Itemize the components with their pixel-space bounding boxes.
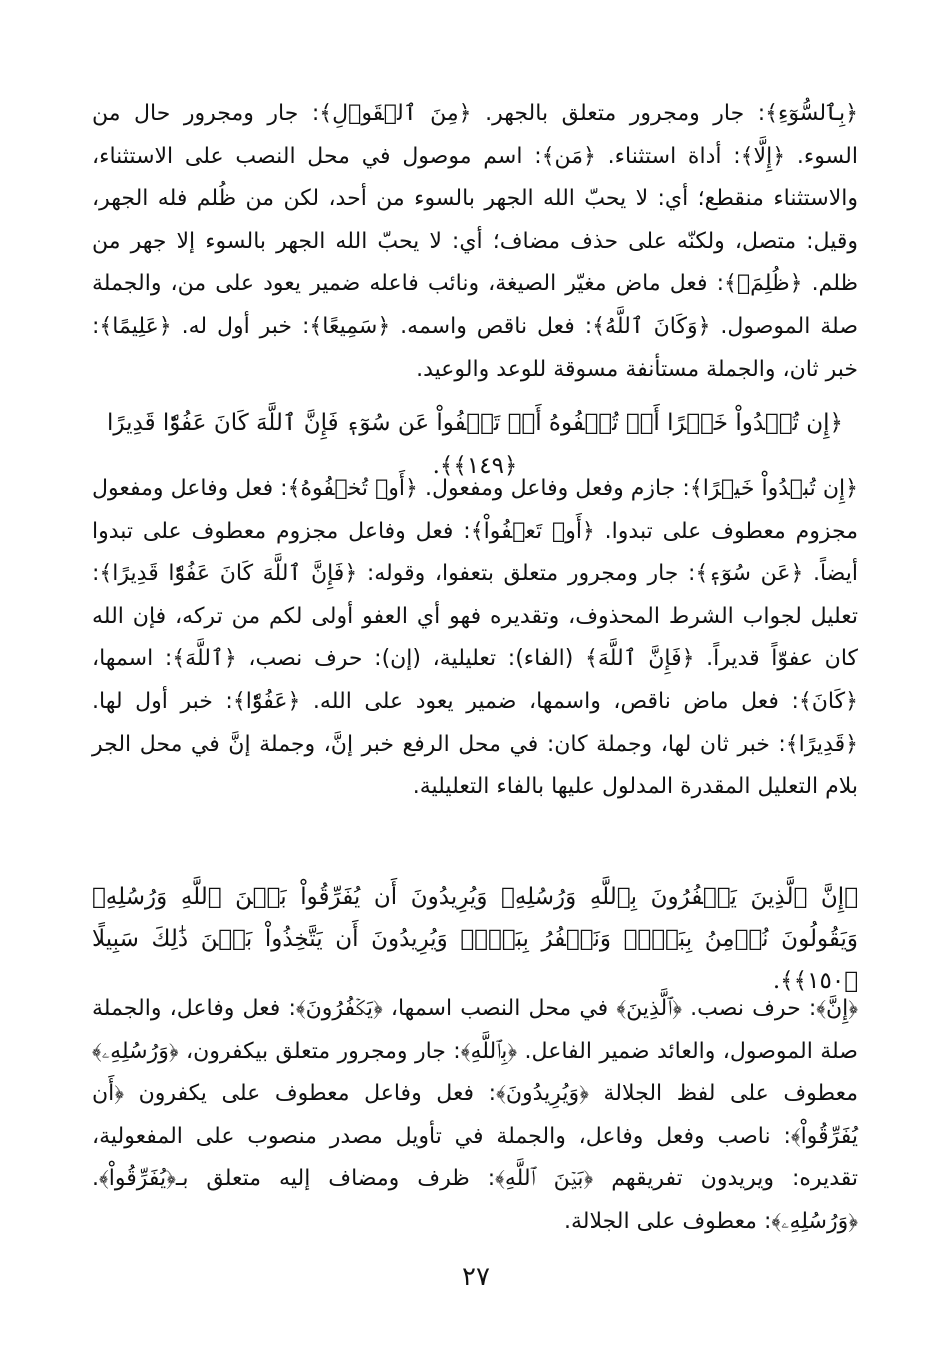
commentary-paragraph-2: ﴿إِن تُبۡدُواْ خَيۡرًا﴾: جازم وفعل وفاعل ومفعول. ﴿أَوۡ تُخۡفُوهُ﴾: فعل وفاعل ومفعول مجزوم معطوف على تبدوا. ﴿أَوۡ تَعۡفُواْ﴾: فعل وفاعل مجزوم معطوف على تبدوا أيضاً. ﴿عَن سُوٓءٖ﴾: جار ومجرور متعلق بتعفوا، وقوله: ﴿فَإِنَّ ٱللَّهَ كَانَ عَفُوّٗا قَدِيرًا﴾: تعليل لجواب الشرط المحذوف، وتقديره فهو أي العفو أولى لكم من تركه، فإن الله كان عفوّاً قديراً. ﴿فَإِنَّ ٱللَّهَ﴾ (الفاء): تعليلية، (إن): حرف نصب، ﴿ٱللَّهَ﴾: اسمها، ﴿كَانَ﴾: فعل ماض ناقص، واسمها، ضمير يعود على الله. ﴿عَفُوّٗا﴾: خبر أول لها. ﴿قَدِيرًا﴾: خبر ثان لها، وجملة كان: في محل الرفع خبر إنَّ، وجملة إنَّ في محل الجر بلام التعليل المقدرة المدلول عليها بالفاء التعليلية. [92,476,858,800]
commentary-paragraph-1: ﴿بِٱلسُّوٓءِ﴾: جار ومجرور متعلق بالجهر. ﴿مِنَ ٱلۡقَوۡلِ﴾: جار ومجرور حال من السوء. ﴿إِلَّا﴾: أداة استثناء. ﴿مَن﴾: اسم موصول في محل النصب على الاستثناء، والاستثناء منقطع؛ أي: لا يحبّ الله الجهر بالسوء من أحد، لكن من ظُلم فله الجهر، وقيل: متصل، ولكنّه على حذف مضاف؛ أي: لا يحبّ الله الجهر بالسوء إلا جهر من ظلم. ﴿ظُلِمَۚ﴾: فعل ماض مغيّر الصيغة، ونائب فاعله ضمير يعود على من، والجملة صلة الموصول. ﴿وَكَانَ ٱللَّهُ﴾: فعل ناقص واسمه. ﴿سَمِيعًا﴾: خبر أول له. ﴿عَلِيمًا﴾: خبر ثان، والجملة مستأنفة مسوقة للوعد والوعيد. [92,101,858,382]
commentary-paragraph-3: ﴿إِنَّ﴾: حرف نصب. ﴿ٱلَّذِينَ﴾ في محل النصب اسمها، ﴿يَكۡفُرُونَ﴾: فعل وفاعل، والجملة صلة الموصول، والعائد ضمير الفاعل. ﴿بِٱللَّهِ﴾: جار ومجرور متعلق بيكفرون، ﴿وَرُسُلِهِۦ﴾ معطوف على لفظ الجلالة ﴿وَيُرِيدُونَ﴾: فعل وفاعل معطوف على يكفرون ﴿أَن يُفَرِّقُواْ﴾: ناصب وفعل وفاعل، والجملة في تأويل مصدر منصوب على المفعولية، تقديره: ويريدون تفريقهم ﴿بَيۡنَ ٱللَّهِ﴾: ظرف ومضاف إليه متعلق بـ﴿يُفَرِّقُواْ﴾. ﴿وَرُسُلِهِۦ﴾: معطوف على الجلالة. [92,996,858,1234]
quran-verse-149: ﴿إِن تُبۡدُواْ خَيۡرًا أَوۡ تُخۡفُوهُ أَوۡ تَعۡفُواْ عَن سُوٓءٖ فَإِنَّ ٱللَّهَ كَانَ عَفُوّٗا قَدِيرًا ﴿١٤٩﴾﴾. [107,410,843,479]
page-number: ٢٧ [462,1262,490,1292]
quran-verse-150: ﴿إِنَّ ٱلَّذِينَ يَكۡفُرُونَ بِٱللَّهِ وَرُسُلِهِۦ وَيُرِيدُونَ أَن يُفَرِّقُواْ بَيۡنَ ٱللَّهِ وَرُسُلِهِۦ وَيَقُولُونَ نُؤۡمِنُ بِبَعۡضٖ وَنَكۡفُرُ بِبَعۡضٖ وَيُرِيدُونَ أَن يَتَّخِذُواْ بَيۡنَ ذَٰلِكَ سَبِيلًا ﴿١٥٠﴾﴾. [92,884,858,994]
